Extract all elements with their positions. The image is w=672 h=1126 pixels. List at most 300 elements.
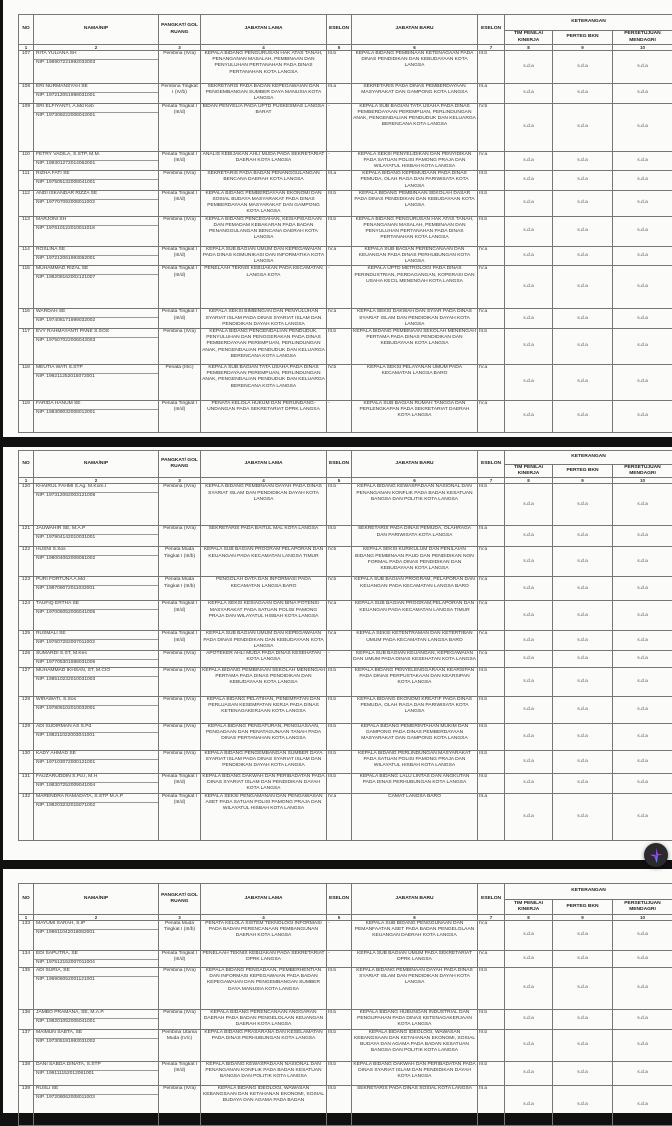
- eselon-baru-cell: IV.a: [478, 651, 505, 668]
- row-number: 114: [19, 246, 34, 266]
- employee-nip: NIP. 198004062009061002: [34, 556, 158, 562]
- perteg-bkn-cell: s.d.a: [553, 484, 613, 526]
- eselon-lama-cell: III.b: [327, 751, 352, 774]
- eselon-baru-cell: III.a: [478, 1085, 505, 1125]
- name-nip-cell: [34, 151, 159, 171]
- perteg-bkn-cell: s.d.a: [553, 774, 613, 794]
- header-persetujuan-mendagri: PERSETUJUAN MENDAGRI: [613, 31, 672, 45]
- column-number: 7: [478, 915, 505, 921]
- perteg-bkn-cell: s.d.a: [553, 1029, 613, 1061]
- employee-name: RUSMALI SE: [34, 631, 158, 640]
- employee-name: FAUZARUDDIN S.Pd.I, M.H: [34, 774, 158, 783]
- jabatan-lama-cell: KEPALA BIDANG PENGENDALIAN PENDUDUK, PENYULUHAN DAN PENGGERAKAN PADA DINAS PEMBERDAYAAN PEREMPUAN, PERLINDUNGAN ANAK, PENGENDALIAN PENDUDUK DAN KELUARGA BERENCANA KOTA LANGSA: [201, 329, 327, 365]
- eselon-lama-cell: -: [327, 651, 352, 668]
- jabatan-baru-cell: KEPALA BIDANG DAKWAH DAN PERIBADATAN PADA DINAS SYARIAT ISLAM DAN PENDIDIKAN DAYAH KOTA LANGSA: [352, 1061, 478, 1085]
- employee-nip: NIP. 198201052005041001: [34, 1019, 158, 1025]
- jabatan-lama-cell: KEPALA SUB BAGIAN UMUM DAN KEPEGAWAIAN PADA DINAS KOMUNIKASI DAN INFORMATIKA KOTA LANGSA: [201, 246, 327, 266]
- eselon-baru-cell: IV.a: [478, 266, 505, 309]
- eselon-baru-cell: III.b: [478, 171, 505, 191]
- pangkat-cell: Pembina (IV/a): [159, 484, 201, 526]
- jabatan-baru-cell: KEPALA BIDANG IDEOLOGI, WAWASAN KEBANGSAAN DAN KETAHANAN EKONOMI, SOSIAL BUDAYA DAN AGAMA PADA BADAN KESATUAN BANGSA DAN POLITIK KOTA LANGSA: [352, 1029, 478, 1061]
- eselon-lama-cell: III.b: [327, 668, 352, 697]
- table-row: [19, 484, 672, 526]
- eselon-baru-cell: IV.a: [478, 365, 505, 401]
- employee-nip: NIP. 198211022003041001: [34, 733, 158, 739]
- jabatan-lama-cell: APOTEKER AHLI MUDA PADA DINAS KESEHATAN KOTA LANGSA: [201, 651, 327, 668]
- row-number: 122: [19, 547, 34, 577]
- row-number: 118: [19, 365, 34, 401]
- perteg-bkn-cell: s.d.a: [553, 921, 613, 951]
- header-jabatan-lama: JABATAN LAMA: [201, 15, 327, 45]
- header-persetujuan-mendagri: PERSETUJUAN MENDAGRI: [613, 465, 672, 478]
- tim-penilai-cell: s.d.a: [505, 601, 553, 631]
- perteg-bkn-cell: s.d.a: [553, 968, 613, 1010]
- column-number: 5: [327, 915, 352, 921]
- tim-penilai-cell: s.d.a: [505, 577, 553, 601]
- jabatan-lama-cell: KEPALA SUB BAGIAN TATA USAHA PADA DINAS PEMBERDAYAAN PEREMPUAN, PERLINDUNGAN ANAK, PENGENDALIAN PENDUDUK DAN KELUARGA BERENCANA KOTA LANGSA: [201, 365, 327, 401]
- eselon-lama-cell: III.b: [327, 724, 352, 751]
- document-page-1: [3, 0, 672, 437]
- column-number: 4: [201, 45, 327, 51]
- perteg-bkn-cell: s.d.a: [553, 103, 613, 151]
- header-perteg-bkn: PERTEG BKN: [553, 900, 613, 915]
- persetujuan-cell: s.d.a: [613, 697, 672, 724]
- jabatan-baru-cell: KEPALA SUB BAGIAN KEUANGAN, KEPEGAWAIAN DAN UMUM PADA DINAS KESEHATAN KOTA LANGSA: [352, 651, 478, 668]
- eselon-lama-cell: III.b: [327, 526, 352, 547]
- jabatan-lama-cell: KEPALA BIDANG PELATIHAN, PENEMPATAN DAN PERLUASAN KESEMPATAN KERJA PADA DINAS KETENAGAKERJAAN KOTA LANGSA: [201, 697, 327, 724]
- employee-nip: NIP. 197607282007011003: [34, 640, 158, 646]
- eselon-lama-cell: -: [327, 951, 352, 968]
- employee-nip: NIP. 197309222006042001: [34, 113, 158, 119]
- name-nip-cell: [34, 1085, 159, 1125]
- employee-name: MAYUMI SARAH, S.IP: [34, 921, 158, 930]
- pangkat-cell: Pembina (IV/a): [159, 668, 201, 697]
- pangkat-cell: Penata Muda Tingkat I (III/b): [159, 921, 201, 951]
- employee-nip: NIP. 197006052006041005: [34, 610, 158, 616]
- row-number: 133: [19, 921, 34, 951]
- jabatan-baru-cell: KEPALA BIDANG PEMBINAAN KETENAGAAN PADA DINAS PENDIDIKAN DAN KEBUDAYAAN KOTA LANGSA: [352, 51, 478, 84]
- column-number: 7: [478, 478, 505, 484]
- tim-penilai-cell: s.d.a: [505, 1085, 553, 1125]
- row-number: 115: [19, 266, 34, 309]
- employee-nip: NIP. 199301272014062001: [34, 161, 158, 167]
- tim-penilai-cell: s.d.a: [505, 84, 553, 104]
- pangkat-cell: Pembina (IV/a): [159, 216, 201, 246]
- table-row: [19, 51, 672, 84]
- row-number: 126: [19, 651, 34, 668]
- employee-nip: NIP. 198307252009041004: [34, 783, 158, 789]
- mutation-table: [18, 14, 672, 433]
- jabatan-baru-cell: KEPALA BIDANG PEMBINAAN SEKOLAH DASAR PADA DINAS PENDIDIKAN DAN KEBUDAYAAN KOTA LANGSA: [352, 190, 478, 216]
- sparkle-icon: [649, 847, 663, 864]
- pangkat-cell: Penata (III/c): [159, 365, 201, 401]
- persetujuan-cell: s.d.a: [613, 526, 672, 547]
- table-row: [19, 266, 672, 309]
- employee-nip: NIP. 197312082003121008: [34, 493, 158, 499]
- tim-penilai-cell: s.d.a: [505, 103, 553, 151]
- employee-nip: NIP. 197505132008041001: [34, 180, 158, 186]
- eselon-baru-cell: III.b: [478, 190, 505, 216]
- header-jabatan-lama: JABATAN LAMA: [201, 451, 327, 478]
- pangkat-cell: Penata Tingkat I (III/d): [159, 266, 201, 309]
- persetujuan-cell: s.d.a: [613, 774, 672, 794]
- persetujuan-cell: s.d.a: [613, 216, 672, 246]
- row-number: 132: [19, 793, 34, 840]
- name-nip-cell: [34, 651, 159, 668]
- employee-name: KADY AHMAD SE: [34, 751, 158, 760]
- employee-nip: NIP. 199211252015072001: [34, 374, 158, 380]
- eselon-baru-cell: IV.a: [478, 151, 505, 171]
- name-nip-cell: [34, 365, 159, 401]
- jabatan-baru-cell: CAMAT LANGSA BARO: [352, 793, 478, 840]
- eselon-baru-cell: III.b: [478, 1029, 505, 1061]
- jabatan-baru-cell: KEPALA BIDANG PEMBINAAN SEKOLAH MENENGAH PERTAMA PADA DINAS PENDIDIKAN DAN KEBUDAYAAN KOTA LANGSA: [352, 329, 478, 365]
- tim-penilai-cell: s.d.a: [505, 631, 553, 651]
- eselon-lama-cell: IV.a: [327, 309, 352, 329]
- eselon-lama-cell: -: [327, 151, 352, 171]
- name-nip-cell: [34, 1029, 159, 1061]
- employee-name: EDI SAPUTRA, SE: [34, 951, 158, 960]
- jabatan-lama-cell: KEPALA BIDANG PENGADAAN, PEMBERHENTIAN DAN INFORMASI KEPEGAWAIAN PADA BADAN KEPEGAWAIAN DAN PENGEMBANGAN SUMBER DAYA MANUSIA KOTA LANGSA: [201, 968, 327, 1010]
- pangkat-cell: Penata Tingkat I (III/d): [159, 151, 201, 171]
- persetujuan-cell: s.d.a: [613, 484, 672, 526]
- eselon-lama-cell: III.a: [327, 84, 352, 104]
- jabatan-baru-cell: KEPALA SEKSI KETENTRAMAN DAN KETERTIBAN UMUM PADA KECAMATAN LANGSA BARO: [352, 631, 478, 651]
- persetujuan-cell: s.d.a: [613, 921, 672, 951]
- pangkat-cell: Pembina (IV/a): [159, 697, 201, 724]
- row-number: 124: [19, 601, 34, 631]
- table-row: [19, 668, 672, 697]
- tim-penilai-cell: s.d.a: [505, 266, 553, 309]
- tim-penilai-cell: s.d.a: [505, 697, 553, 724]
- name-nip-cell: [34, 246, 159, 266]
- persetujuan-cell: s.d.a: [613, 577, 672, 601]
- employee-name: MAIMUN SABTA, SE: [34, 1030, 158, 1039]
- eselon-lama-cell: -: [327, 401, 352, 433]
- jabatan-lama-cell: KEPALA BIDANG PERENCANAAN ANGGARAN DAERAH PADA BADAN PENGELOLAAN KEUANGAN DAERAH KOTA LANGSA: [201, 1010, 327, 1030]
- employee-nip: NIP. 198510232010031003: [34, 677, 158, 683]
- row-number: 137: [19, 1029, 34, 1061]
- table-row: [19, 365, 672, 401]
- header-eselon-lama: ESELON: [327, 451, 352, 478]
- employee-nip: NIP. 197212061993062001: [34, 256, 158, 262]
- tim-penilai-cell: s.d.a: [505, 401, 553, 433]
- header-eselon-lama: ESELON: [327, 15, 352, 45]
- employee-nip: NIP. 197507022006042003: [34, 338, 158, 344]
- column-number: 9: [553, 478, 613, 484]
- pangkat-cell: Penata Tingkat I (III/d): [159, 309, 201, 329]
- eselon-lama-cell: IV.a: [327, 793, 352, 840]
- employee-name: PURI FORTUNA A.Md: [34, 577, 158, 586]
- persetujuan-cell: s.d.a: [613, 968, 672, 1010]
- perteg-bkn-cell: s.d.a: [553, 697, 613, 724]
- persetujuan-cell: s.d.a: [613, 103, 672, 151]
- tim-penilai-cell: s.d.a: [505, 365, 553, 401]
- row-number: 134: [19, 951, 34, 968]
- employee-nip: NIP. 196906052001121001: [34, 977, 158, 983]
- name-nip-cell: [34, 103, 159, 151]
- eselon-baru-cell: III.b: [478, 751, 505, 774]
- column-number: 2: [34, 45, 159, 51]
- tim-penilai-cell: s.d.a: [505, 547, 553, 577]
- jabatan-baru-cell: KEPALA BIDANG KEPEMUDAAN PADA DINAS PEMUDA, OLAH RAGA DAN PARIWISATA KOTA LANGSA: [352, 171, 478, 191]
- jabatan-baru-cell: KEPALA SUB BAGIAN PROGRAM, PELAPORAN DAN KEUANGAN PADA KECAMATAN LANGSA BARO: [352, 577, 478, 601]
- row-number: 135: [19, 968, 34, 1010]
- persetujuan-cell: s.d.a: [613, 631, 672, 651]
- eselon-lama-cell: III.a: [327, 171, 352, 191]
- column-number: 3: [159, 478, 201, 484]
- jabatan-lama-cell: KEPALA SUB BAGIAN PROGRAM PELAPORAN DAN KEUANGAN PADA KECAMATAN LANGSA TIMUR: [201, 547, 327, 577]
- pangkat-cell: Penata Tingkat I (III/d): [159, 631, 201, 651]
- perteg-bkn-cell: s.d.a: [553, 365, 613, 401]
- employee-nip: NIP. 197707092008011003: [34, 200, 158, 206]
- employee-name: ANDI ISKANDAR RIZZA SE: [34, 191, 158, 200]
- column-number: 8: [505, 915, 553, 921]
- document-page-3: [3, 869, 672, 1113]
- row-number: 131: [19, 774, 34, 794]
- eselon-baru-cell: III.b: [478, 1010, 505, 1030]
- table-row: [19, 601, 672, 631]
- employee-nip: NIP. 197806102010032001: [34, 706, 158, 712]
- name-nip-cell: [34, 793, 159, 840]
- employee-name: RITA YULIANA SH: [34, 51, 158, 60]
- jabatan-lama-cell: PENGOLAH DATA DAN INFORMASI PADA KECAMATAN LANGSA BARO: [201, 577, 327, 601]
- eselon-lama-cell: III.b: [327, 1085, 352, 1125]
- row-number: 108: [19, 84, 34, 104]
- perteg-bkn-cell: s.d.a: [553, 151, 613, 171]
- table-row: [19, 968, 672, 1010]
- table-row: [19, 216, 672, 246]
- employee-name: MEUTIA WATI S.STP: [34, 365, 158, 374]
- employee-name: RUSLI SE: [34, 1086, 158, 1095]
- tim-penilai-cell: s.d.a: [505, 1061, 553, 1085]
- employee-nip: NIP. 198203232015071002: [34, 803, 158, 809]
- tim-penilai-cell: s.d.a: [505, 724, 553, 751]
- eselon-baru-cell: IV.a: [478, 951, 505, 968]
- header-tim-penilai: TIM PENILAI KINERJA: [505, 900, 553, 915]
- pangkat-cell: Pembina (IV/a): [159, 1085, 201, 1125]
- name-nip-cell: [34, 968, 159, 1010]
- column-number: 8: [505, 478, 553, 484]
- name-nip-cell: [34, 774, 159, 794]
- table-row: [19, 103, 672, 151]
- column-number: 7: [478, 45, 505, 51]
- row-number: 110: [19, 151, 34, 171]
- name-nip-cell: [34, 547, 159, 577]
- eselon-baru-cell: III.b: [478, 51, 505, 84]
- tim-penilai-cell: s.d.a: [505, 793, 553, 840]
- eselon-lama-cell: III.b: [327, 1029, 352, 1061]
- tim-penilai-cell: s.d.a: [505, 246, 553, 266]
- jabatan-lama-cell: KEPALA BIDANG PRASARANA DAN KESELAMATAN PADA DINAS PERHUBUNGAN KOTA LANGSA: [201, 1029, 327, 1061]
- persetujuan-cell: s.d.a: [613, 793, 672, 840]
- table-row: [19, 1010, 672, 1030]
- employee-name: HUSNI S.Sos: [34, 547, 158, 556]
- eselon-lama-cell: III.b: [327, 1061, 352, 1085]
- row-number: 120: [19, 484, 34, 526]
- header-no: NO: [19, 884, 34, 915]
- table-row: [19, 309, 672, 329]
- eselon-lama-cell: IV.a: [327, 601, 352, 631]
- employee-name: WARDAH SE: [34, 309, 158, 318]
- column-number: 10: [613, 915, 672, 921]
- row-number: 121: [19, 526, 34, 547]
- eselon-baru-cell: IV.a: [478, 246, 505, 266]
- row-number: 127: [19, 668, 34, 697]
- persetujuan-cell: s.d.a: [613, 171, 672, 191]
- eselon-lama-cell: III.b: [327, 1010, 352, 1030]
- perteg-bkn-cell: s.d.a: [553, 266, 613, 309]
- name-nip-cell: [34, 1010, 159, 1030]
- eselon-lama-cell: -: [327, 921, 352, 951]
- perteg-bkn-cell: s.d.a: [553, 951, 613, 968]
- eselon-baru-cell: III.b: [478, 329, 505, 365]
- assistant-launcher-button[interactable]: [644, 843, 668, 867]
- persetujuan-cell: s.d.a: [613, 84, 672, 104]
- eselon-baru-cell: III.b: [478, 968, 505, 1010]
- eselon-lama-cell: III.b: [327, 774, 352, 794]
- persetujuan-cell: s.d.a: [613, 751, 672, 774]
- employee-name: JAUWAHIR SE, M.A.P: [34, 526, 158, 535]
- persetujuan-cell: s.d.a: [613, 724, 672, 751]
- tim-penilai-cell: s.d.a: [505, 190, 553, 216]
- header-jabatan-baru: JABATAN BARU: [352, 15, 478, 45]
- persetujuan-cell: s.d.a: [613, 1010, 672, 1030]
- perteg-bkn-cell: s.d.a: [553, 526, 613, 547]
- table-row: [19, 84, 672, 104]
- column-number: 5: [327, 478, 352, 484]
- jabatan-lama-cell: SEKRETARIS PADA BADAN KEPEGAWAIAN DAN PENGEMBANGAN SUMBER DAYA MANUSIA KOTA LANGSA: [201, 84, 327, 104]
- perteg-bkn-cell: s.d.a: [553, 401, 613, 433]
- name-nip-cell: [34, 484, 159, 526]
- header-perteg-bkn: PERTEG BKN: [553, 465, 613, 478]
- jabatan-baru-cell: KEPALA SUB BIDANG PENGGUNAAN DAN PEMANFAATAN ASET PADA BADAN PENGELOLAAN KEUANGAN DAERAH KOTA LANGSA: [352, 921, 478, 951]
- employee-nip: NIP. 198709072011032001: [34, 586, 158, 592]
- header-eselon-lama: ESELON: [327, 884, 352, 915]
- jabatan-lama-cell: PENATA KELOLA HUKUM DAN PERUNDANG-UNDANGAN PADA SEKRETARIAT DPRK LANGSA: [201, 401, 327, 433]
- column-number: 2: [34, 478, 159, 484]
- header-persetujuan-mendagri: PERSETUJUAN MENDAGRI: [613, 900, 672, 915]
- row-number: 111: [19, 171, 34, 191]
- column-number: 2: [34, 915, 159, 921]
- employee-nip: NIP. 198309032008012001: [34, 410, 158, 416]
- perteg-bkn-cell: s.d.a: [553, 601, 613, 631]
- name-nip-cell: [34, 724, 159, 751]
- table-row: [19, 151, 672, 171]
- employee-nip: NIP. 197103072000121001: [34, 760, 158, 766]
- jabatan-lama-cell: KEPALA BIDANG PENCEGAHAN, KESIAPSIAGAAN DAN PEMADAM KEBAKARAN PADA BADAN PENANGGULANGAN BENCANA DAERAH KOTA LANGSA: [201, 216, 327, 246]
- perteg-bkn-cell: s.d.a: [553, 631, 613, 651]
- row-number: 129: [19, 724, 34, 751]
- jabatan-lama-cell: BIDAN PENYELIA PADA UPTD PUSKESMAS LANGSA BARAT: [201, 103, 327, 151]
- name-nip-cell: [34, 1061, 159, 1085]
- employee-name: DANI SABDA DINATA, S.STP: [34, 1062, 158, 1071]
- jabatan-lama-cell: KEPALA BIDANG PEMBINAAN DAYAH PADA DINAS SYARIAT ISLAM DAN PENDIDIKAN DAYAH KOTA LANGSA: [201, 484, 327, 526]
- pangkat-cell: Penata Tingkat I (III/d): [159, 103, 201, 151]
- eselon-baru-cell: III.b: [478, 774, 505, 794]
- pangkat-cell: Penata Tingkat I (III/d): [159, 774, 201, 794]
- employee-name: JAMBO PRAMANA, SE, M.A.P.: [34, 1010, 158, 1019]
- name-nip-cell: [34, 84, 159, 104]
- tim-penilai-cell: s.d.a: [505, 151, 553, 171]
- jabatan-baru-cell: KEPALA SEKSI PELAYANAN UMUM PADA KECAMATAN LANGSA BARO: [352, 365, 478, 401]
- tim-penilai-cell: s.d.a: [505, 51, 553, 84]
- row-number: 109: [19, 103, 34, 151]
- jabatan-baru-cell: KEPALA BIDANG KEWASPADAAN NASIONAL DAN PENANGANAN KONFLIK PADA BADAN KESATUAN BANGSA DAN POLITIK KOTA LANGSA: [352, 484, 478, 526]
- jabatan-lama-cell: KEPALA BIDANG PENGURUSAN HAK ATAS TANAH, PENANGANAN MASALAH, PEMBINAAN DAN PENYULUHAN PERTANAHAN PADA DINAS PERTANAHAN KOTA LANGSA: [201, 51, 327, 84]
- header-nama-nip: NAMA/NIP: [34, 451, 159, 478]
- perteg-bkn-cell: s.d.a: [553, 51, 613, 84]
- perteg-bkn-cell: s.d.a: [553, 668, 613, 697]
- eselon-lama-cell: IV.b: [327, 577, 352, 601]
- jabatan-baru-cell: KEPALA BIDANG PEMBINAAN DAYAH PADA DINAS SYARIAT ISLAM DAN PENDIDIKAN DAYAH KOTA LANGSA: [352, 968, 478, 1010]
- tim-penilai-cell: s.d.a: [505, 1010, 553, 1030]
- jabatan-lama-cell: KEPALA BIDANG PENGEMBANGAN SUMBER DAYA SYARIAT ISLAM PADA DINAS SYARIAT ISLAM DAN PENDIDIKAN DAYAH KOTA LANGSA: [201, 751, 327, 774]
- employee-name: SUMARDI S.ST, M.Kes: [34, 651, 158, 660]
- pangkat-cell: Pembina (IV/a): [159, 651, 201, 668]
- table-row: [19, 329, 672, 365]
- employee-nip: NIP. 197705301998031005: [34, 660, 158, 666]
- name-nip-cell: [34, 697, 159, 724]
- row-number: 139: [19, 1085, 34, 1125]
- header-no: NO: [19, 15, 34, 45]
- mutation-table: [18, 450, 672, 841]
- employee-nip: NIP. 197610122010011018: [34, 226, 158, 232]
- jabatan-baru-cell: KEPALA BIDANG PENYELENGGARAAN KEARSIPAN PADA DINAS PERPUSTAKAAN DAN KEARSIPAN KOTA LANGSA: [352, 668, 478, 697]
- persetujuan-cell: s.d.a: [613, 309, 672, 329]
- employee-nip: NIP. 197512152007011004: [34, 960, 158, 966]
- column-number: 6: [352, 478, 478, 484]
- eselon-lama-cell: III.b: [327, 51, 352, 84]
- employee-nip: NIP. 197212051998031001: [34, 93, 158, 99]
- perteg-bkn-cell: s.d.a: [553, 724, 613, 751]
- persetujuan-cell: s.d.a: [613, 151, 672, 171]
- row-number: 130: [19, 751, 34, 774]
- header-eselon-baru: ESELON: [478, 15, 505, 45]
- perteg-bkn-cell: s.d.a: [553, 309, 613, 329]
- pangkat-cell: Penata Tingkat I (III/d): [159, 246, 201, 266]
- persetujuan-cell: s.d.a: [613, 1029, 672, 1061]
- name-nip-cell: [34, 921, 159, 951]
- tim-penilai-cell: s.d.a: [505, 751, 553, 774]
- column-number: 1: [19, 478, 34, 484]
- row-number: 116: [19, 309, 34, 329]
- header-tim-penilai: TIM PENILAI KINERJA: [505, 31, 553, 45]
- column-number: 9: [553, 915, 613, 921]
- table-row: [19, 1061, 672, 1085]
- mutation-table: [18, 883, 672, 1126]
- row-number: 107: [19, 51, 34, 84]
- pangkat-cell: Pembina (IV/a): [159, 329, 201, 365]
- eselon-lama-cell: -: [327, 266, 352, 309]
- pangkat-cell: Penata Tingkat I (III/d): [159, 951, 201, 968]
- name-nip-cell: [34, 631, 159, 651]
- table-row: [19, 651, 672, 668]
- jabatan-lama-cell: KEPALA BIDANG PENGATURAN, PENGUASAAN, PENGADAAN DAN PENATAGUNAAN TANAH PADA DINAS PERTANAHAN KOTA LANGSA: [201, 724, 327, 751]
- name-nip-cell: [34, 401, 159, 433]
- name-nip-cell: [34, 266, 159, 309]
- pangkat-cell: Penata Tingkat I (III/d): [159, 601, 201, 631]
- table-row: [19, 171, 672, 191]
- tim-penilai-cell: s.d.a: [505, 951, 553, 968]
- table-row: [19, 526, 672, 547]
- pangkat-cell: Pembina Utama Muda (IV/c): [159, 1029, 201, 1061]
- jabatan-baru-cell: KEPALA BIDANG EKONOMI KREATIF PADA DINAS PEMUDA, OLAH RAGA DAN PARIWISATA KOTA LANGSA: [352, 697, 478, 724]
- jabatan-lama-cell: SEKRETARIS PADA BAITUL MAL KOTA LANGSA: [201, 526, 327, 547]
- perteg-bkn-cell: s.d.a: [553, 171, 613, 191]
- row-number: 117: [19, 329, 34, 365]
- perteg-bkn-cell: s.d.a: [553, 1085, 613, 1125]
